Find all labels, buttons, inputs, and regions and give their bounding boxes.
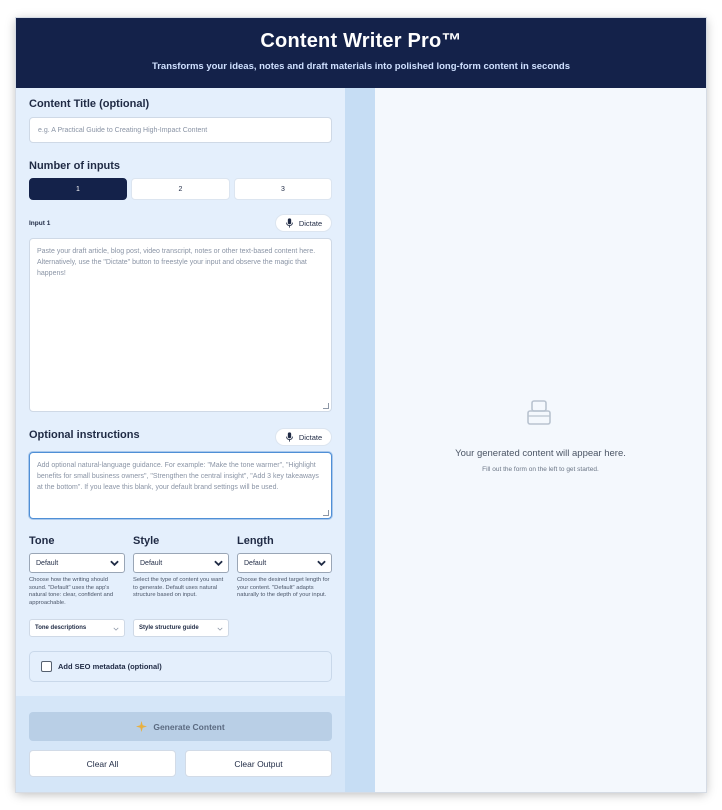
tone-select[interactable]	[29, 553, 125, 573]
generate-content-label: Generate Content	[153, 721, 225, 732]
chevron-down-icon	[113, 627, 119, 631]
length-label: Length	[237, 535, 274, 547]
app-window	[16, 18, 706, 792]
app-title: Content Writer Pro™	[260, 30, 462, 52]
input-panel	[16, 88, 345, 792]
input-count-1-button[interactable]: 1	[29, 178, 127, 200]
content-title-placeholder: e.g. A Practical Guide to Creating High-Impact Content	[38, 126, 208, 134]
tone-help-text: Choose how the writing should sound. "Default" uses the app's natural tone: clear, confident and approachable.	[29, 577, 114, 606]
panel-divider[interactable]	[345, 88, 375, 792]
dictate-button-instructions[interactable]	[275, 428, 332, 446]
sparkle-icon	[136, 721, 147, 732]
chevron-down-icon	[214, 560, 223, 566]
number-of-inputs-label: Number of inputs	[29, 160, 121, 172]
resize-handle[interactable]	[323, 510, 329, 516]
length-help-text: Choose the desired target length for your content. "Default" adapts naturally to the depth of your input.	[237, 577, 330, 598]
chevron-down-icon	[217, 627, 223, 631]
app-header	[16, 18, 706, 88]
input-count-3-button[interactable]: 3	[234, 178, 332, 200]
chevron-down-icon	[317, 560, 326, 566]
content-title-input[interactable]	[29, 117, 332, 143]
chevron-down-icon	[110, 560, 119, 566]
action-bar	[16, 696, 345, 792]
style-value: Default	[140, 559, 163, 567]
input-count-2-button[interactable]: 2	[131, 178, 230, 200]
style-structure-guide-dropdown[interactable]	[133, 619, 229, 637]
seo-checkbox[interactable]	[41, 661, 52, 672]
inbox-icon	[527, 400, 551, 426]
microphone-icon	[285, 432, 294, 442]
clear-all-button[interactable]: Clear All	[29, 750, 176, 777]
seo-label: Add SEO metadata (optional)	[58, 662, 162, 671]
empty-output-title: Your generated content will appear here.	[455, 448, 626, 459]
tone-descriptions-label: Tone descriptions	[35, 625, 87, 631]
generate-content-button[interactable]	[29, 712, 332, 741]
clear-output-button[interactable]: Clear Output	[185, 750, 332, 777]
tone-label: Tone	[29, 535, 55, 547]
input-1-textarea[interactable]	[29, 238, 332, 412]
tone-descriptions-dropdown[interactable]	[29, 619, 125, 637]
dictate-label: Dictate	[298, 218, 323, 228]
length-select[interactable]	[237, 553, 332, 573]
tone-value: Default	[36, 559, 59, 567]
instructions-textarea[interactable]	[29, 452, 332, 519]
instructions-placeholder: Add optional natural-language guidance. For example: "Make the tone warmer", "Highlight benefits for small business owners", "Strengthen the central insight", "Add 3 key takeaways at the bottom". If you leave this blank, your default brand settings will be used.	[37, 462, 319, 491]
dictate-label: Dictate	[298, 432, 323, 442]
resize-handle[interactable]	[323, 403, 329, 409]
input-1-placeholder: Paste your draft article, blog post, video transcript, notes or other text-based content here. Alternatively, use the "Dictate" button to freestyle your input and observe the magic that happens!	[37, 248, 316, 277]
length-value: Default	[244, 559, 267, 567]
style-label: Style	[133, 535, 160, 547]
empty-output-subtitle: Fill out the form on the left to get started.	[482, 466, 599, 473]
input-1-label: Input 1	[29, 220, 51, 227]
style-help-text: Select the type of content you want to generate. Default uses natural structure based on input.	[133, 577, 224, 598]
output-panel	[375, 88, 706, 792]
optional-instructions-label: Optional instructions	[29, 429, 140, 441]
microphone-icon	[285, 218, 294, 228]
app-subtitle: Transforms your ideas, notes and draft materials into polished long-form content in seconds	[151, 61, 571, 72]
seo-option-box[interactable]	[29, 651, 332, 682]
content-title-label: Content Title (optional)	[29, 98, 150, 110]
style-structure-guide-label: Style structure guide	[139, 625, 199, 631]
dictate-button-input-1[interactable]	[275, 214, 332, 232]
style-select[interactable]	[133, 553, 229, 573]
